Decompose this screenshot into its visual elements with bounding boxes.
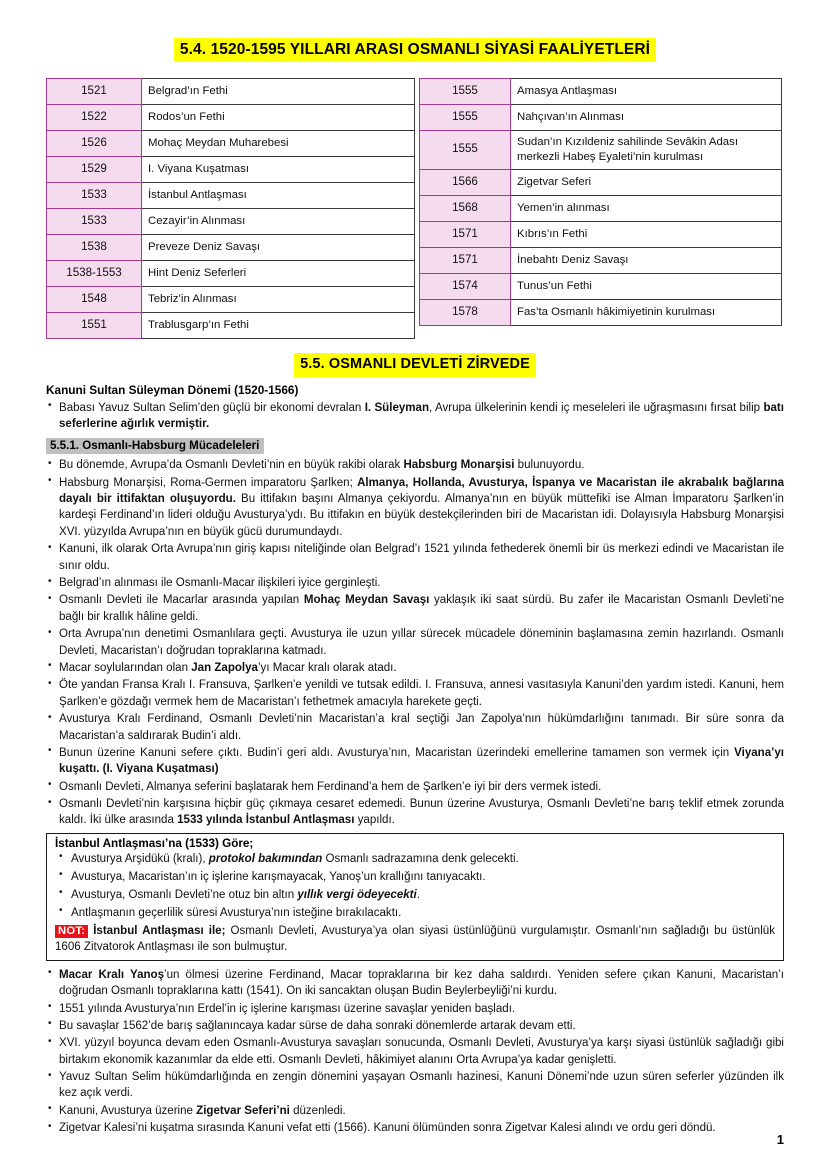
- section-5-4-title: 5.4. 1520-1595 YILLARI ARASI OSMANLI SİYASİ FAALİYETLERİ: [174, 38, 656, 62]
- text-run: yaklaşık iki saat sürdü. Bu zafer ile Macaristan Osmanlı Devleti’ne bağlı bir krallık hâline geldi.: [59, 594, 784, 623]
- timeline-left-body: [47, 79, 415, 339]
- table-row: [420, 105, 782, 131]
- year-cell: 1548: [47, 287, 142, 313]
- page-number: 1: [776, 1132, 784, 1147]
- year-cell: 1521: [47, 79, 142, 105]
- list-item: [46, 400, 784, 433]
- list-item: • Kanuni, ilk olarak Orta Avrupa’nın giriş kapısı niteliğinde olan Belgrad’ı 1521 yılında fethederek önemli bir üs merkezi edindi ve Macaristan ile sınır oldu.: [46, 541, 784, 574]
- list-item: • 1551 yılında Avusturya’nın Erdel’in iç işlerine karışması üzerine savaşlar yeniden başladı.: [46, 1001, 784, 1017]
- year-cell: 1551: [47, 313, 142, 339]
- list-item: • Avusturya Kralı Ferdinand, Osmanlı Devleti’nin Macaristan’a kral seçtiği Jan Zapolya’nın hükümdarlığını tanımadı. Bir süre sonra da Macaristan’a saldırarak Budin’i aldı.: [46, 711, 784, 744]
- event-cell: I. Viyana Kuşatması: [142, 157, 415, 183]
- event-cell: Tunus’un Fethi: [511, 273, 782, 299]
- note-badge: NOT:: [55, 925, 88, 938]
- event-cell: Preveze Deniz Savaşı: [142, 235, 415, 261]
- section-5-5-title: 5.5. OSMANLI DEVLETİ ZİRVEDE: [294, 353, 536, 376]
- istanbul-treaty-list: [55, 851, 775, 921]
- table-row: [47, 105, 415, 131]
- list-item: [46, 592, 784, 625]
- list-item: • Bu savaşlar 1562’de barış sağlanıncaya kadar sürse de daha sonraki dönemlerde artarak devam etti.: [46, 1018, 784, 1034]
- year-cell: 1574: [420, 273, 511, 299]
- text-run-bold: Almanya, Hollanda, Avusturya, İspanya ve Macaristan ile akrabalık bağlarına dayalı bir ittifaktan oluşuyordu.: [59, 476, 784, 506]
- event-cell: İnebahtı Deniz Savaşı: [511, 247, 782, 273]
- section-5-5-title-wrap: [46, 353, 784, 376]
- event-cell: Hint Deniz Seferleri: [142, 261, 415, 287]
- event-cell: Zigetvar Seferi: [511, 169, 782, 195]
- year-cell: 1538: [47, 235, 142, 261]
- event-cell: Trablusgarp’ın Fethi: [142, 313, 415, 339]
- text-run-bold: İstanbul Antlaşması ile;: [88, 924, 226, 937]
- event-cell: Fas’ta Osmanlı hâkimiyetinin kurulması: [511, 299, 782, 325]
- table-row: [47, 183, 415, 209]
- event-cell: Kıbrıs’ın Fethi: [511, 221, 782, 247]
- list-item: • Avusturya, Macaristan’ın iç işlerine karışmayacak, Yanoş’un krallığını tanıyacaktı.: [55, 869, 775, 885]
- event-cell: Yemen’in alınması: [511, 195, 782, 221]
- list-item: [46, 660, 784, 676]
- list-item: • Antlaşmanın geçerlilik süresi Avusturya’nın isteğine bırakılacaktı.: [55, 905, 775, 921]
- text-run-bold: 1533 yılında İstanbul Antlaşması: [177, 814, 355, 827]
- table-row: [420, 221, 782, 247]
- text-run: Avusturya, Osmanlı Devleti’ne otuz bin altın: [71, 888, 298, 901]
- timeline-tables: [46, 78, 784, 339]
- table-row: [47, 235, 415, 261]
- year-cell: 1555: [420, 105, 511, 131]
- event-cell: Belgrad’ın Fethi: [142, 79, 415, 105]
- text-run: , Avrupa ülkelerinin kendi iç meseleleri ile uğraşmasını fırsat bilip: [429, 401, 764, 414]
- table-row: [420, 169, 782, 195]
- table-row: [420, 131, 782, 170]
- text-run: Osmanlı Devleti ile Macarlar arasında yapılan: [59, 594, 304, 607]
- year-cell: 1555: [420, 79, 511, 105]
- text-run: Bunun üzerine Kanuni sefere çıktı. Budin’i geri aldı. Avusturya’nın, Macaristan üzerindeki emellerine tamamen son vermek için: [59, 746, 735, 759]
- list-item: [46, 475, 784, 541]
- event-cell: Sudan’ın Kızıldeniz sahilinde Sevâkin Adası merkezli Habeş Eyaleti’nin kurulması: [511, 131, 782, 170]
- text-run: Macar soylularından olan: [59, 661, 192, 674]
- year-cell: 1538-1553: [47, 261, 142, 287]
- text-run-bold: Habsburg Monarşisi: [403, 459, 515, 472]
- text-run: yapıldı.: [354, 814, 395, 827]
- habsburg-bullet-list: [46, 457, 784, 829]
- year-cell: 1533: [47, 183, 142, 209]
- table-row: [47, 209, 415, 235]
- year-cell: 1533: [47, 209, 142, 235]
- year-cell: 1578: [420, 299, 511, 325]
- text-run-bold-italic: yıllık vergi ödeyecekti: [297, 888, 417, 901]
- text-run: Osmanlı Devleti, Avusturya’ya olan siyasi üstünlüğünü vurgulamıştır. Osmanlı’nın sağladığı bu üstünlük 1606 Zitvatorok Antlaşması ile son bulmuştur.: [55, 924, 775, 954]
- table-row: [47, 79, 415, 105]
- list-item: • Orta Avrupa’nın denetimi Osmanlılara geçti. Avusturya ile uzun yıllar sürecek mücadele döneminin başlamasına zemin hazırlandı. Osmanlı Devleti, Macaristan’ı doğrudan topraklarına katmadı.: [46, 626, 784, 659]
- table-row: [420, 299, 782, 325]
- text-run-bold: Macar Kralı Yanoş: [59, 968, 165, 981]
- istanbul-treaty-box: [46, 833, 784, 961]
- list-item: [46, 745, 784, 778]
- event-cell: İstanbul Antlaşması: [142, 183, 415, 209]
- subsection-5-5-1-heading: 5.5.1. Osmanlı-Habsburg Mücadeleleri: [46, 438, 264, 454]
- list-item: [46, 457, 784, 473]
- event-cell: Nahçıvan’ın Alınması: [511, 105, 782, 131]
- table-row: [420, 247, 782, 273]
- text-run: Babası Yavuz Sultan Selim’den güçlü bir ekonomi devralan: [59, 401, 365, 414]
- text-run: Bu dönemde, Avrupa’da Osmanlı Devleti’nin en büyük rakibi olarak: [59, 459, 404, 472]
- table-row: [47, 287, 415, 313]
- text-run-bold: Jan Zapolya: [191, 661, 258, 674]
- list-item: [46, 1103, 784, 1119]
- list-item: • Yavuz Sultan Selim hükümdarlığında en zengin dönemini yaşayan Osmanlı hazinesi, Kanuni Dönemi’nde uzun süren seferler yüzünden ilk kez açık verdi.: [46, 1069, 784, 1102]
- event-cell: Cezayir’in Alınması: [142, 209, 415, 235]
- list-item: [46, 967, 784, 1000]
- text-run-bold: Zigetvar Seferi’ni: [196, 1104, 290, 1117]
- istanbul-treaty-note: [55, 923, 775, 956]
- year-cell: 1522: [47, 105, 142, 131]
- table-row: [420, 79, 782, 105]
- text-run: Osmanlı Devleti’nin karşısına hiçbir güç çıkmaya cesaret edemedi. Bunun üzerine Avusturya, Osmanlı Devleti’ne barış teklif etmek zorunda kaldı. İki ülke arasında: [59, 798, 784, 827]
- text-run: Habsburg Monarşisi, Roma-Germen imparatoru Şarlken;: [59, 476, 358, 489]
- closing-bullet-list: [46, 967, 784, 1137]
- kanuni-bullet-list: [46, 400, 784, 433]
- text-run: ’yı Macar kralı olarak atadı.: [257, 661, 397, 674]
- list-item: [55, 851, 775, 867]
- timeline-right-body: [420, 79, 782, 326]
- year-cell: 1555: [420, 131, 511, 170]
- text-run-bold-italic: protokol bakımından: [208, 852, 323, 865]
- text-run-bold: Mohaç Meydan Savaşı: [303, 594, 430, 607]
- event-cell: Rodos’un Fethi: [142, 105, 415, 131]
- text-run: Bu ittifakın başını Almanya çekiyordu. Almanya’nın en büyük müttefiki ise Alman İmparatoru Şarlken’in kardeşi Ferdinand’ın lideri olduğu Avusturya’ydı. Bu ittifakın en büyük destekçilerinden biri de Macaristan idi. Dolayısıyla Habsburg Monarşisi XVI. yüzyılda Avrupa’nın en büyük gücü durumundaydı.: [59, 493, 784, 538]
- text-run: bulunuyordu.: [514, 459, 585, 472]
- event-cell: Amasya Antlaşması: [511, 79, 782, 105]
- list-item: • Belgrad’ın alınması ile Osmanlı-Macar ilişkileri iyice gerginleşti.: [46, 575, 784, 591]
- table-row: [47, 313, 415, 339]
- year-cell: 1566: [420, 169, 511, 195]
- year-cell: 1568: [420, 195, 511, 221]
- event-cell: Tebriz’in Alınması: [142, 287, 415, 313]
- year-cell: 1571: [420, 221, 511, 247]
- text-run: Avusturya Arşidükü (kralı),: [71, 852, 209, 865]
- section-5-4-title-wrap: [46, 38, 784, 62]
- text-run: ’un ölmesi üzerine Ferdinand, Macar topraklarına bir kez daha saldırdı. Yeniden sefere çıkan Kanuni, Macaristan’ı doğrudan Osmanlı topraklarına kattı (1541). On iki sancaktan oluşan Budin Beylerbeyliği’ni kurdu.: [59, 968, 784, 998]
- table-row: [47, 131, 415, 157]
- text-run-bold: Viyana’yı kuşattı. (I. Viyana Kuşatması): [59, 746, 784, 776]
- list-item: [46, 796, 784, 829]
- list-item: • Osmanlı Devleti, Almanya seferini başlatarak hem Ferdinand’a hem de Şarlken’e iyi bir ders vermek istedi.: [46, 779, 784, 795]
- list-item: • XVI. yüzyıl boyunca devam eden Osmanlı-Avusturya savaşları sonucunda, Osmanlı Devleti, Avusturya’ya karşı siyasi üstünlük sağladığı gibi birtakım ekonomik kazanımlar da elde etti. Osmanlı Devleti, hâkimiyet alanını Orta Avrupa’ya kadar genişletti.: [46, 1035, 784, 1068]
- year-cell: 1571: [420, 247, 511, 273]
- text-run: Osmanlı sadrazamına denk gelecekti.: [322, 852, 519, 865]
- table-row: [47, 261, 415, 287]
- kanuni-subheading: Kanuni Sultan Süleyman Dönemi (1520-1566): [46, 382, 299, 397]
- table-row: [420, 195, 782, 221]
- timeline-table-left: [46, 78, 415, 339]
- text-run: düzenledi.: [289, 1104, 346, 1117]
- habsburg-heading-wrap: [46, 433, 784, 457]
- text-run: Kanuni, Avusturya üzerine: [59, 1104, 197, 1117]
- list-item: [55, 887, 775, 903]
- list-item: • Öte yandan Fransa Kralı I. Fransuva, Şarlken’e yenildi ve tutsak edildi. I. Fransuva, annesi vasıtasıyla Kanuni’den yardım istedi. Kanuni, hem Şarlken’e gözdağı vermek hem de Macaristan’ı fethetmek amacıyla harekete geçti.: [46, 677, 784, 710]
- text-run-bold: I. Süleyman: [364, 401, 430, 414]
- year-cell: 1529: [47, 157, 142, 183]
- text-run: .: [416, 888, 420, 901]
- istanbul-treaty-box-title: İstanbul Antlaşması’na (1533) Göre;: [55, 836, 254, 850]
- event-cell: Mohaç Meydan Muharebesi: [142, 131, 415, 157]
- table-row: [420, 273, 782, 299]
- text-run-bold: batı seferlerine ağırlık vermiştir.: [59, 401, 784, 430]
- timeline-table-right: [419, 78, 782, 326]
- year-cell: 1526: [47, 131, 142, 157]
- table-row: [47, 157, 415, 183]
- list-item: • Zigetvar Kalesi’ni kuşatma sırasında Kanuni vefat etti (1566). Kanuni ölümünden sonra Zigetvar Kalesi alındı ve ordu geri döndü.: [46, 1120, 784, 1136]
